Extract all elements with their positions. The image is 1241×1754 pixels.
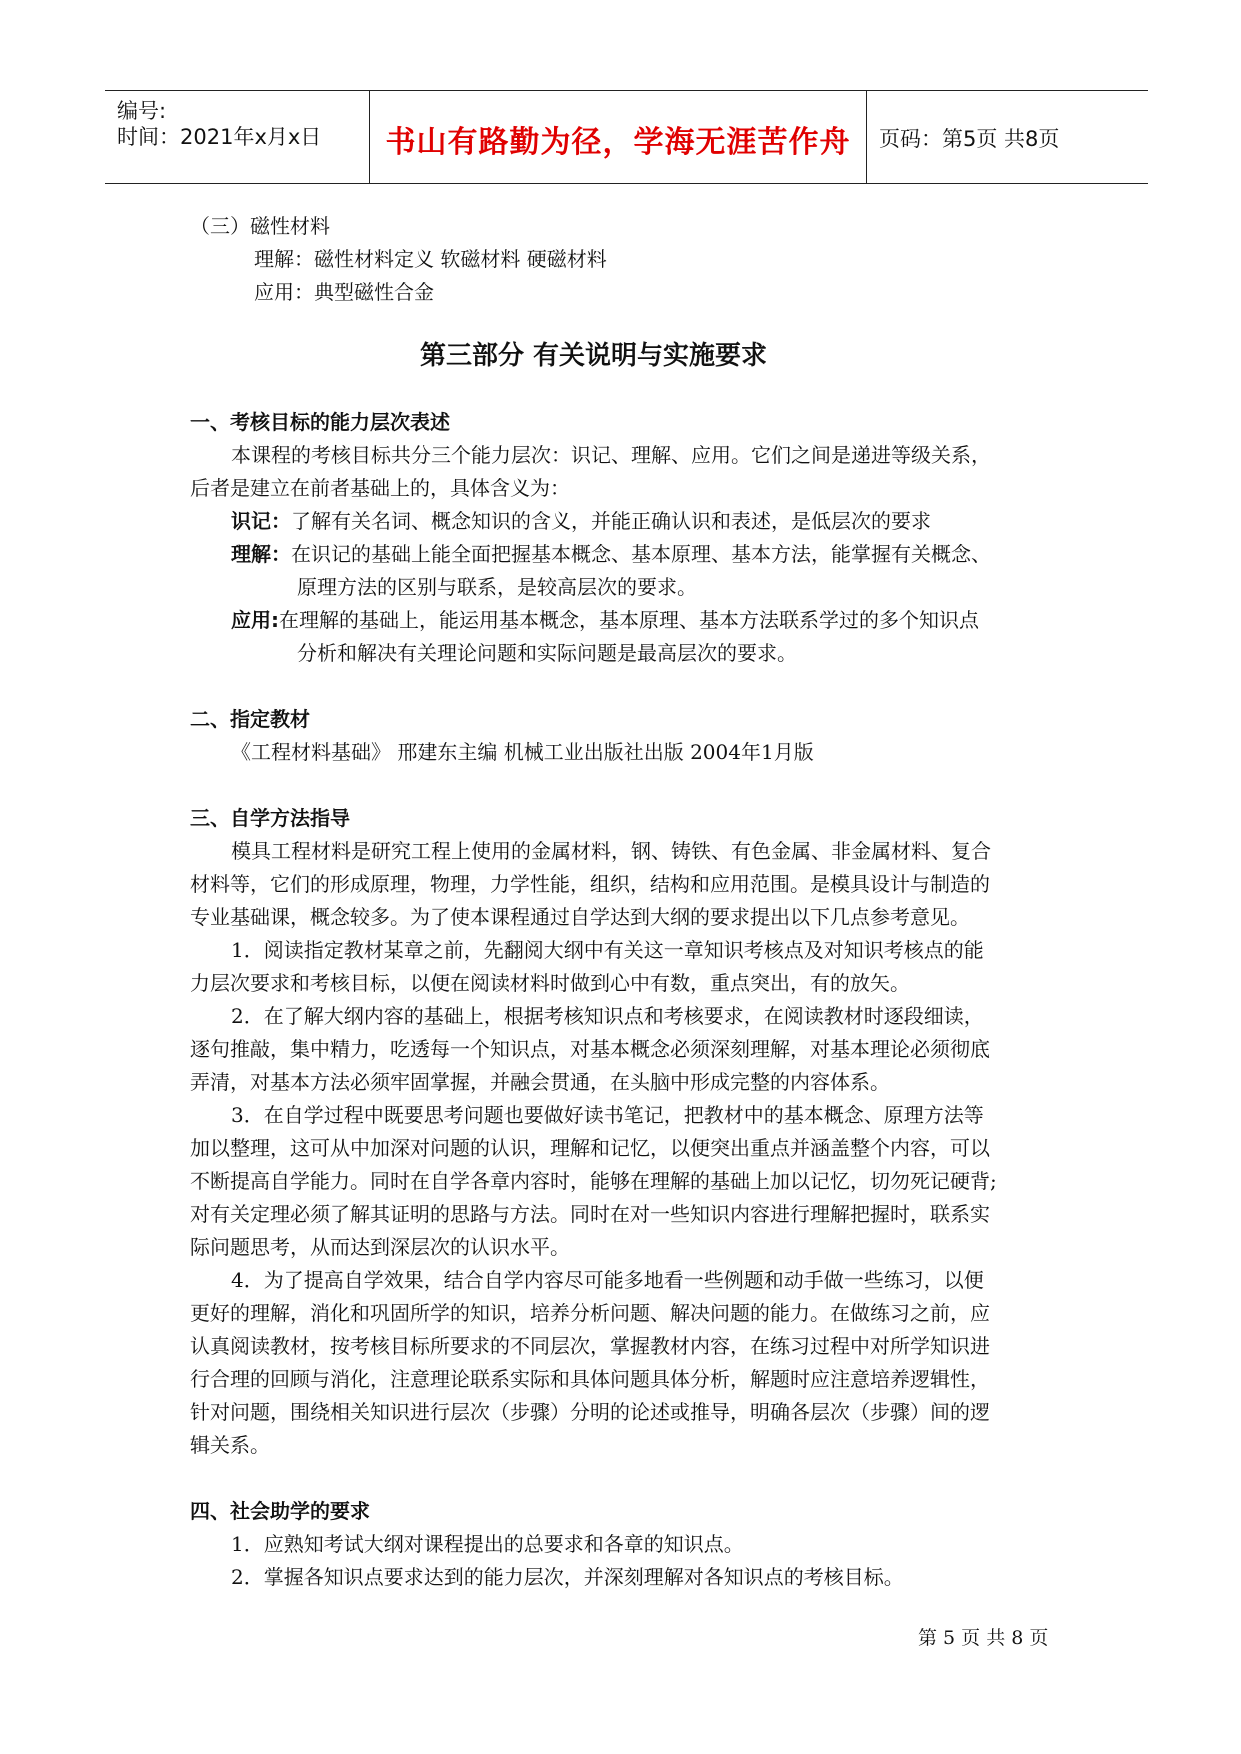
header-page-cell bbox=[867, 91, 1148, 183]
paragraph-line: 加以整理，这可从中加深对问题的认识，理解和记忆，以便突出重点并涵盖整个内容，可以 bbox=[190, 1136, 990, 1160]
section4-item-2: 2．掌握各知识点要求达到的能力层次，并深刻理解对各知识点的考核目标。 bbox=[231, 1565, 904, 1589]
part3-title: 第三部分 有关说明与实施要求 bbox=[420, 341, 768, 371]
magnetic-heading: （三）磁性材料 bbox=[190, 214, 330, 238]
document-number-label: 编号: bbox=[117, 99, 167, 123]
paragraph-line: 逐句推敲，集中精力，吃透每一个知识点，对基本概念必须深刻理解，对基本理论必须彻底 bbox=[190, 1037, 990, 1061]
paragraph-line: 弄清，对基本方法必须牢固掌握，并融会贯通，在头脑中形成完整的内容体系。 bbox=[190, 1070, 890, 1094]
level-understand bbox=[231, 542, 991, 566]
paragraph-line: 际问题思考，从而达到深层次的认识水平。 bbox=[190, 1235, 570, 1259]
textbook-reference: 《工程材料基础》 邢建东主编 机械工业出版社出版 2004年1月版 bbox=[231, 740, 814, 764]
magnetic-understand: 理解：磁性材料定义 软磁材料 硬磁材料 bbox=[254, 247, 607, 271]
paragraph-line: 针对问题，围绕相关知识进行层次（步骤）分明的论述或推导，明确各层次（步骤）间的逻 bbox=[190, 1400, 990, 1424]
paragraph-line: 3．在自学过程中既要思考问题也要做好读书笔记，把教材中的基本概念、原理方法等 bbox=[231, 1103, 984, 1127]
level-apply-text-2: 分析和解决有关理论问题和实际问题是最高层次的要求。 bbox=[297, 641, 797, 665]
page-footer: 第 5 页 共 8 页 bbox=[918, 1627, 1049, 1649]
level-apply-label: 应用: bbox=[231, 608, 279, 632]
level-recall-label: 识记： bbox=[231, 509, 291, 533]
paragraph-line: 更好的理解，消化和巩固所学的知识，培养分析问题、解决问题的能力。在做练习之前，应 bbox=[190, 1301, 990, 1325]
paragraph-line: 不断提高自学能力。同时在自学各章内容时，能够在理解的基础上加以记忆，切勿死记硬背; bbox=[190, 1169, 997, 1193]
header-motto-cell bbox=[370, 91, 867, 183]
paragraph-line: 力层次要求和考核目标，以便在阅读材料时做到心中有数，重点突出，有的放矢。 bbox=[190, 971, 910, 995]
section1-intro-line2: 后者是建立在前者基础上的，具体含义为： bbox=[190, 476, 570, 500]
section1-intro-line1: 本课程的考核目标共分三个能力层次：识记、理解、应用。它们之间是递进等级关系， bbox=[231, 443, 991, 467]
level-recall-text: 了解有关名词、概念知识的含义，并能正确认识和表述，是低层次的要求 bbox=[291, 509, 931, 533]
header-page-label: 页码：第5页 共8页 bbox=[879, 127, 1060, 151]
magnetic-apply: 应用：典型磁性合金 bbox=[254, 280, 434, 304]
paragraph-line: 4．为了提高自学效果，结合自学内容尽可能多地看一些例题和动手做一些练习，以便 bbox=[231, 1268, 984, 1292]
section1-heading: 一、考核目标的能力层次表述 bbox=[190, 410, 450, 434]
paragraph-line: 专业基础课，概念较多。为了使本课程通过自学达到大纲的要求提出以下几点参考意见。 bbox=[190, 905, 970, 929]
section2-heading: 二、指定教材 bbox=[190, 707, 310, 731]
page-header bbox=[105, 90, 1148, 184]
paragraph-line: 认真阅读教材，按考核目标所要求的不同层次，掌握教材内容，在练习过程中对所学知识进 bbox=[190, 1334, 990, 1358]
level-understand-label: 理解： bbox=[231, 542, 291, 566]
level-understand-text-2: 原理方法的区别与联系，是较高层次的要求。 bbox=[297, 575, 697, 599]
level-recall bbox=[231, 509, 931, 533]
level-apply bbox=[231, 608, 979, 632]
level-apply-text-1: 在理解的基础上，能运用基本概念，基本原理、基本方法联系学过的多个知识点 bbox=[279, 608, 979, 632]
section4-item-1: 1．应熟知考试大纲对课程提出的总要求和各章的知识点。 bbox=[231, 1532, 744, 1556]
paragraph-line: 辑关系。 bbox=[190, 1433, 270, 1457]
document-time-label: 时间：2021年x月x日 bbox=[117, 125, 322, 149]
header-motto: 书山有路勤为径，学海无涯苦作舟 bbox=[385, 125, 851, 160]
header-meta-cell bbox=[105, 91, 370, 183]
level-understand-text-1: 在识记的基础上能全面把握基本概念、基本原理、基本方法，能掌握有关概念、 bbox=[291, 542, 991, 566]
section3-heading: 三、自学方法指导 bbox=[190, 806, 350, 830]
paragraph-line: 对有关定理必须了解其证明的思路与方法。同时在对一些知识内容进行理解把握时，联系实 bbox=[190, 1202, 990, 1226]
paragraph-line: 模具工程材料是研究工程上使用的金属材料，钢、铸铁、有色金属、非金属材料、复合 bbox=[231, 839, 991, 863]
paragraph-line: 材料等，它们的形成原理，物理，力学性能，组织，结构和应用范围。是模具设计与制造的 bbox=[190, 872, 990, 896]
paragraph-line: 1．阅读指定教材某章之前，先翻阅大纲中有关这一章知识考核点及对知识考核点的能 bbox=[231, 938, 984, 962]
paragraph-line: 2．在了解大纲内容的基础上，根据考核知识点和考核要求，在阅读教材时逐段细读， bbox=[231, 1004, 984, 1028]
paragraph-line: 行合理的回顾与消化，注意理论联系实际和具体问题具体分析，解题时应注意培养逻辑性， bbox=[190, 1367, 990, 1391]
section4-heading: 四、社会助学的要求 bbox=[190, 1499, 370, 1523]
